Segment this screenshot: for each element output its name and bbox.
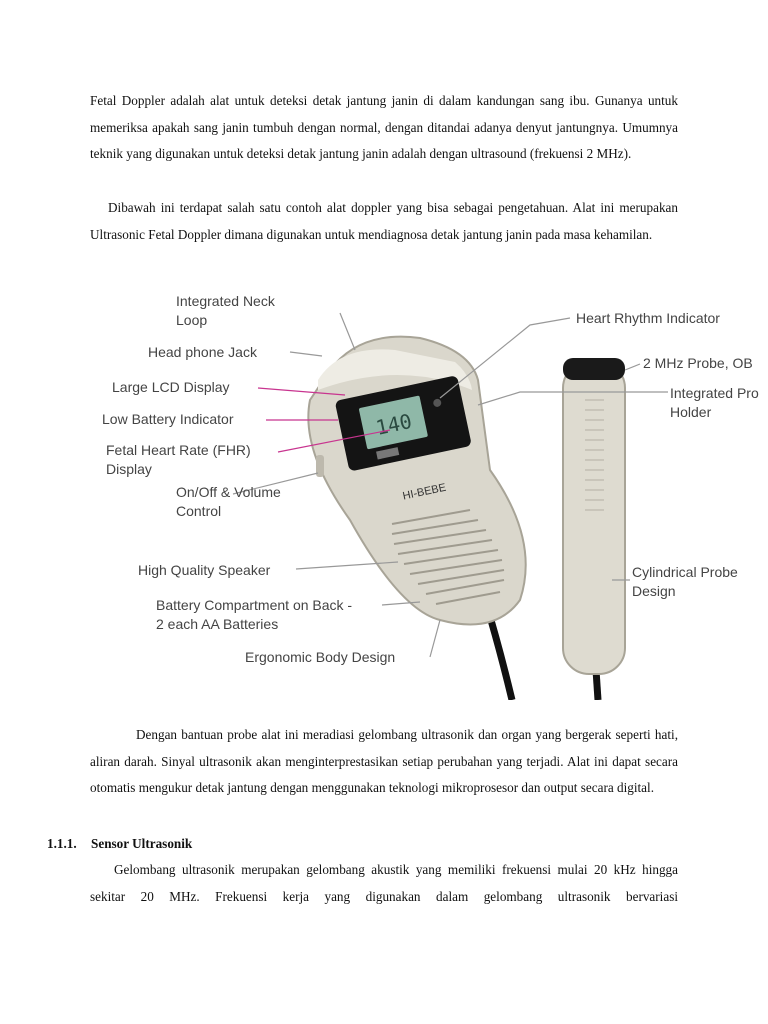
section-number: 1.1.1. <box>47 836 77 851</box>
device-brand: HI-BEBE <box>401 481 448 503</box>
paragraph-example: Dibawah ini terdapat salah satu contoh alat doppler yang bisa sebagai pengetahuan. Alat ini merupakan Ultrasonic Fetal Doppler dimana digunakan untuk mendiagnosa detak jantung janin pada masa kehamilan. <box>90 200 678 242</box>
fetal-doppler-figure <box>0 280 768 700</box>
label-headphone-jack: Head phone Jack <box>148 344 257 360</box>
label-probe-line1: 2 MHz Probe, OB <box>643 355 753 371</box>
label-fhr-line2: Display <box>106 461 152 477</box>
label-probe-holder-line2: Holder <box>670 404 712 420</box>
label-speaker: High Quality Speaker <box>138 562 271 578</box>
lcd-reading: 140 <box>373 408 414 440</box>
label-cylindrical-line1: Cylindrical Probe <box>632 564 738 580</box>
paragraph-intro: Fetal Doppler adalah alat untuk deteksi detak jantung janin di dalam kandungan sang ibu. Gunanya untuk memeriksa apakah sang janin tumbuh dengan normal, dengan ditandai adanya denyut jantungnya. Umumnya teknik yang digunakan untuk deteksi detak jantung janin adalah dengan ultrasound (frekuensi 2 MHz). <box>90 93 678 161</box>
label-ergonomic-body: Ergonomic Body Design <box>245 649 396 665</box>
label-onoff-line2: Control <box>176 503 222 519</box>
label-battery-compartment-line2: 2 each AA Batteries <box>156 616 279 632</box>
label-neck-loop-line1: Integrated Neck <box>176 293 275 309</box>
device-cable <box>488 610 512 700</box>
section-heading <box>47 831 192 858</box>
label-probe-holder-line1: Integrated Pro <box>670 385 759 401</box>
label-onoff-line1: On/Off & Volume <box>176 484 281 500</box>
label-fhr-line1: Fetal Heart Rate (FHR) <box>106 442 251 458</box>
doppler-device <box>308 337 525 625</box>
label-battery-compartment-line1: Battery Compartment on Back - <box>156 597 353 613</box>
label-neck-loop-line2: Loop <box>176 312 208 328</box>
label-low-battery: Low Battery Indicator <box>102 411 234 427</box>
label-cylindrical-line2: Design <box>632 583 676 599</box>
label-heart-rhythm: Heart Rhythm Indicator <box>576 310 720 326</box>
label-lcd-display: Large LCD Display <box>112 379 230 395</box>
paragraph-probe-function: Dengan bantuan probe alat ini meradiasi gelombang ultrasonik dan organ yang bergerak seperti hati, aliran darah. Sinyal ultrasonik akan menginterprestasikan setiap perubahan yang terjadi. Alat ini dapat secara otomatis mengukur detak jantung dengan menggunakan teknologi mikroprosesor dan output secara digital. <box>90 727 678 795</box>
ultrasound-probe <box>563 358 625 674</box>
paragraph-ultrasonic: Gelombang ultrasonik merupakan gelombang akustik yang memiliki frekuensi mulai 20 kHz hingga sekitar 20 MHz. Frekuensi kerja yang digunakan dalam gelombang ultrasonik bervariasi <box>90 862 678 904</box>
section-title: Sensor Ultrasonik <box>91 836 193 851</box>
